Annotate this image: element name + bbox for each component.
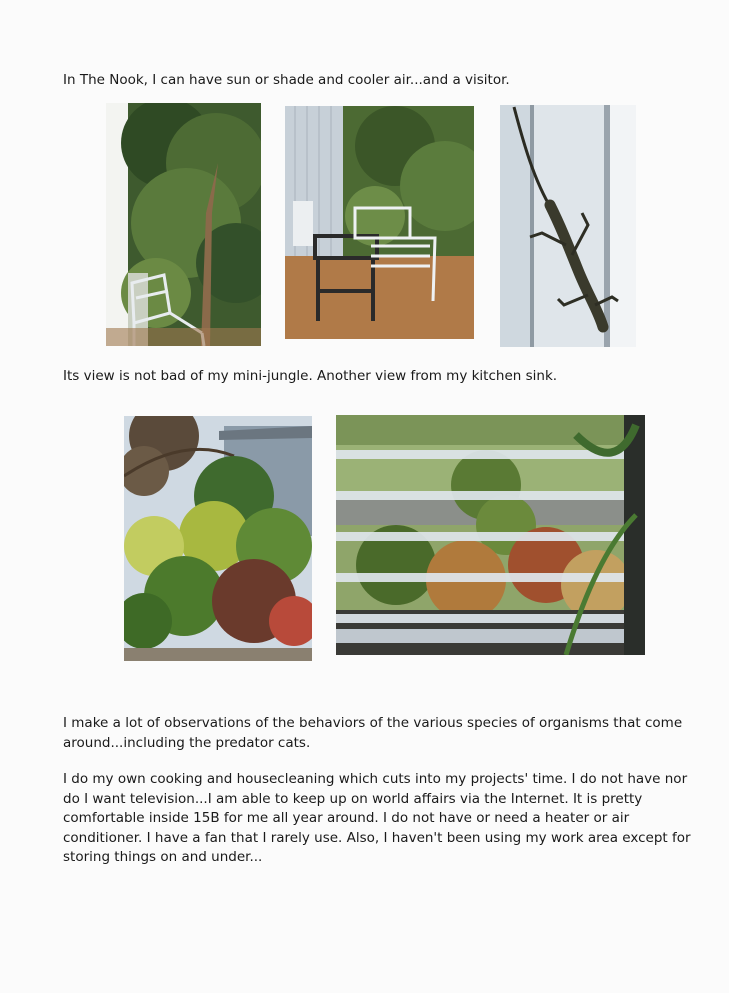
nook-caption: In The Nook, I can have sun or shade and cooler air...and a visitor. [63,72,510,88]
paragraph-daily-life: I do my own cooking and housecleaning which cuts into my projects' time. I do not have nor do I want television...I am able to keep up on world affairs via the Internet. It is pretty comfortable inside 15B for me all year around. I do not have or need a heater or air conditioner. I have a fan that I rarely use. Also, I haven't been using my work area except for storing things on and under... [63,771,691,865]
photo-kitchen-view [336,415,645,655]
photo-porch-table [285,106,474,339]
paragraph-observations: I make a lot of observations of the behaviors of the various species of organisms that come around...including the predator cats. [63,715,683,751]
photo-chair-trees [106,103,261,346]
photo-mini-jungle [124,416,312,661]
views-caption: Its view is not bad of my mini-jungle. Another view from my kitchen sink. [63,368,558,384]
photo-lizard [500,105,636,347]
